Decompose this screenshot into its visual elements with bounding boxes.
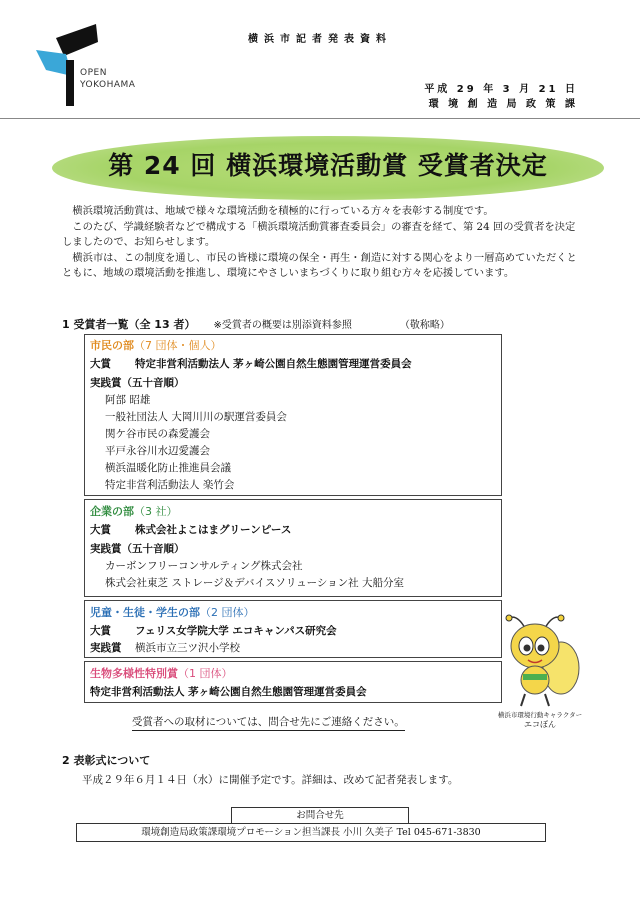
- citizen-practice-winner: 横浜温暖化防止推進員会議: [105, 462, 231, 474]
- intro-text: [62, 204, 582, 282]
- honorific-note: （敬称略）: [399, 320, 450, 331]
- student-category-box: [84, 600, 502, 658]
- mascot-caption: [490, 711, 590, 729]
- company-category-title: 企業の部（3 社）: [90, 505, 178, 518]
- section1-title: 1 受賞者一覧（全 13 者）: [62, 318, 196, 331]
- press-release-heading: 横浜市記者発表資料: [248, 34, 392, 45]
- section2-heading: 2 表彰式について: [62, 754, 151, 767]
- company-practice-winner: カーボンフリーコンサルティング株式会社: [105, 560, 303, 572]
- contact-heading: お問合せ先: [231, 807, 409, 823]
- mascot-caption-line2: エコぼん: [524, 720, 556, 729]
- biodiversity-category-title: 生物多様性特別賞（1 団体）: [90, 667, 233, 680]
- citizen-practice-winner: 平戸永谷川水辺愛護会: [105, 445, 210, 457]
- logo-text-open: OPEN: [80, 68, 107, 78]
- logo-text-yokohama: YOKOHAMA: [80, 80, 136, 90]
- intro-paragraph: このたび、学識経験者などで構成する「横浜環境活動賞審査委員会」の審査を経て、第 24 回の受賞者を決定しましたので、お知らせします。: [62, 220, 576, 248]
- section2-text: 平成２９年６月１４日（水）に開催予定です。詳細は、改めて記者発表します。: [82, 774, 459, 786]
- student-category-title: 児童・生徒・学生の部（2 団体）: [90, 606, 255, 619]
- press-contact-note: 受賞者への取材については、問合せ先にご連絡ください。: [132, 714, 405, 731]
- release-date: 平成 29 年 3 月 21 日: [424, 84, 578, 95]
- student-practice-prize: 実践賞 横浜市立三ツ沢小学校: [90, 642, 240, 654]
- citizen-grand-prize: 大賞 特定非営利活動法人 茅ヶ崎公園自然生態園管理運営委員会: [90, 358, 412, 370]
- citizen-practice-label: 実践賞（五十音順）: [90, 377, 185, 389]
- page-title: 第 24 回 横浜環境活動賞 受賞者決定: [108, 151, 548, 180]
- ecobon-mascot-illustration: [495, 610, 585, 710]
- company-practice-label: 実践賞（五十音順）: [90, 543, 185, 555]
- citizen-category-title: 市民の部（7 団体・個人）: [90, 339, 222, 352]
- section1-note: ※受賞者の概要は別添資料参照: [213, 320, 352, 331]
- header-divider: [0, 118, 640, 119]
- company-grand-prize: 大賞 株式会社よこはまグリーンピース: [90, 524, 292, 536]
- citizen-practice-winner: 阿部 昭雄: [105, 394, 151, 406]
- biodiversity-winner: 特定非営利活動法人 茅ヶ崎公園自然生態園管理運営委員会: [90, 686, 367, 698]
- section1-heading: [62, 316, 450, 332]
- intro-paragraph: 横浜環境活動賞は、地域で様々な環境活動を積極的に行っている方々を表彰する制度です。: [72, 205, 494, 217]
- intro-paragraph: 横浜市は、この制度を通し、市民の皆様に環境の保全・再生・創造に対する関心をより一層高めていただくとともに、地域の環境活動を推進し、環境にやさしいまちづくりに取り組む方々を応援しています。: [62, 251, 577, 279]
- student-grand-prize: 大賞 フェリス女学院大学 エコキャンパス研究会: [90, 625, 337, 637]
- contact-info: 環境創造局政策課環境プロモーション担当課長 小川 久美子 Tel 045-671-3830: [76, 823, 546, 842]
- company-practice-winner: 株式会社東芝 ストレージ＆デバイスソリューション社 大船分室: [105, 577, 404, 589]
- citizen-practice-winner: 一般社団法人 大岡川川の駅運営委員会: [105, 411, 287, 423]
- department-name: 環 境 創 造 局 政 策 課: [428, 99, 578, 110]
- company-category-box: [84, 499, 502, 597]
- mascot-caption-line1: 横浜市環境行動キャラクター: [497, 711, 583, 719]
- biodiversity-category-box: [84, 661, 502, 703]
- citizen-practice-winner: 特定非営利活動法人 楽竹会: [105, 479, 235, 491]
- citizen-category-box: [84, 334, 502, 496]
- citizen-practice-winner: 関ケ谷市民の森愛護会: [105, 428, 210, 440]
